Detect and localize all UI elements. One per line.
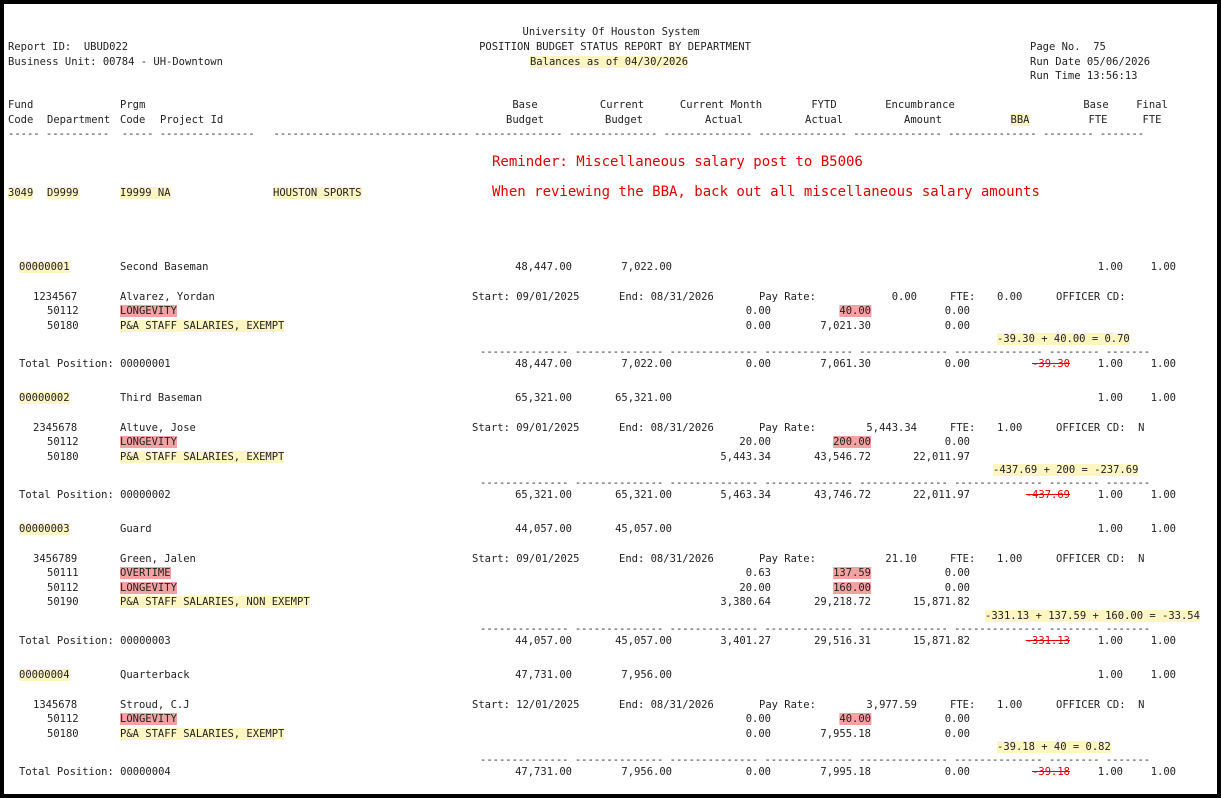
position-title: Second Baseman <box>120 261 209 273</box>
reminder-line-1: Reminder: Miscellaneous salary post to B5006 <box>492 154 863 170</box>
account-description: LONGEVITY <box>120 436 177 448</box>
account-fytd-actual: 7,021.30 <box>820 319 871 332</box>
col-cm-actual-2: Actual <box>705 114 743 126</box>
total-base-budget: 44,057.00 <box>515 634 572 647</box>
position-current-budget: 65,321.00 <box>615 392 672 404</box>
position-base-budget: 48,447.00 <box>515 261 572 273</box>
officer-cd: OFFICER CD: N <box>1056 422 1145 434</box>
employee-name: Alvarez, Yordan <box>120 291 215 303</box>
fte-value: 1.00 <box>997 699 1023 711</box>
position-base-fte: 1.00 <box>1097 523 1123 535</box>
account-encumbrance: 0.00 <box>944 436 970 448</box>
total-final-fte: 1.00 <box>1150 489 1176 501</box>
account-cm-actual: 0.00 <box>745 713 771 725</box>
total-fytd-actual: 7,995.18 <box>820 766 871 778</box>
col-department: Department <box>47 114 111 126</box>
position-number: 00000001 <box>19 261 70 273</box>
total-fytd-actual: 43,746.72 <box>814 489 871 501</box>
employee-end-date: End: 08/31/2026 <box>619 422 714 434</box>
fte-value: 1.00 <box>997 553 1023 565</box>
account-fytd-actual: 40.00 <box>839 713 871 725</box>
total-encumbrance: 22,011.97 <box>913 489 970 501</box>
employee-name: Altuve, Jose <box>120 422 196 434</box>
total-base-fte: 1.00 <box>1097 766 1123 778</box>
employee-start-date: Start: 12/01/2025 <box>472 699 580 711</box>
dept-name: HOUSTON SPORTS <box>273 187 362 199</box>
account-description: P&A STAFF SALARIES, EXEMPT <box>120 319 285 332</box>
total-bba-struck: -39.30 <box>1032 358 1070 370</box>
pay-rate-value: 21.10 <box>885 553 917 565</box>
officer-cd: OFFICER CD: N <box>1056 699 1145 711</box>
employee-end-date: End: 08/31/2026 <box>619 553 714 565</box>
employee-start-date: Start: 09/01/2025 <box>472 553 580 565</box>
account-encumbrance: 0.00 <box>944 713 970 725</box>
account-encumbrance: 15,871.82 <box>913 596 970 608</box>
total-encumbrance: 15,871.82 <box>913 634 970 647</box>
col-final-fte: Final <box>1136 99 1168 111</box>
total-bba-struck: -331.13 <box>1025 634 1070 647</box>
account-description: LONGEVITY <box>120 713 177 725</box>
position-base-budget: 44,057.00 <box>515 523 572 535</box>
total-final-fte: 1.00 <box>1150 358 1176 370</box>
account-cm-actual: 5,443.34 <box>720 450 771 463</box>
total-current-budget: 7,956.00 <box>621 766 672 778</box>
employee-id: 2345678 <box>33 422 78 434</box>
employee-end-date: End: 08/31/2026 <box>619 291 714 303</box>
account-fytd-actual: 200.00 <box>833 436 871 448</box>
employee-name: Green, Jalen <box>120 553 196 565</box>
position-current-budget: 7,956.00 <box>621 669 672 681</box>
account-description: OVERTIME <box>120 567 171 579</box>
account-code: 50180 <box>47 450 79 463</box>
total-bba-struck: -39.18 <box>1032 766 1070 778</box>
position-title: Quarterback <box>120 669 190 681</box>
col-current-budget: Current <box>599 99 645 111</box>
report-title: POSITION BUDGET STATUS REPORT BY DEPARTMENT <box>479 41 751 53</box>
total-bba-struck: -437.69 <box>1025 489 1070 501</box>
account-fytd-actual: 7,955.18 <box>820 727 871 740</box>
pay-rate-label: Pay Rate: <box>759 699 816 711</box>
account-fytd-actual: 160.00 <box>833 581 871 594</box>
account-code: 50180 <box>47 319 79 332</box>
col-base-fte: Base <box>1083 99 1109 111</box>
position-title: Guard <box>120 523 152 535</box>
employee-start-date: Start: 09/01/2025 <box>472 422 580 434</box>
pay-rate-value: 0.00 <box>891 291 917 303</box>
position-number: 00000002 <box>19 392 70 404</box>
total-cm-actual: 5,463.34 <box>720 489 771 501</box>
total-position-label: Total Position: 00000001 <box>19 358 171 370</box>
col-fytd: FYTD <box>811 99 837 111</box>
employee-id: 1345678 <box>33 699 78 711</box>
fte-label: FTE: <box>950 291 976 303</box>
pay-rate-label: Pay Rate: <box>759 553 816 565</box>
position-base-fte: 1.00 <box>1097 392 1123 404</box>
account-code: 50111 <box>47 567 79 579</box>
account-code: 50112 <box>47 581 79 594</box>
total-rule: -------------- -------------- -------------- -------------- -------------- -------------- -------- ------- <box>480 754 1151 766</box>
account-code: 50180 <box>47 727 79 740</box>
fte-label: FTE: <box>950 553 976 565</box>
account-fytd-actual: 29,218.72 <box>814 596 871 608</box>
col-fund: Fund <box>8 99 34 111</box>
position-base-budget: 47,731.00 <box>515 669 572 681</box>
account-cm-actual: 20.00 <box>739 581 771 594</box>
account-encumbrance: 0.00 <box>944 581 970 594</box>
account-cm-actual: 0.00 <box>745 305 771 317</box>
position-final-fte: 1.00 <box>1150 523 1176 535</box>
report-id: Report ID: UBUD022 <box>8 41 129 53</box>
total-base-budget: 47,731.00 <box>515 766 572 778</box>
total-position-label: Total Position: 00000002 <box>19 489 171 501</box>
total-current-budget: 7,022.00 <box>621 358 672 370</box>
col-base-budget-2: Budget <box>506 114 544 126</box>
account-fytd-actual: 43,546.72 <box>814 450 871 463</box>
report-page <box>4 4 1217 794</box>
total-cm-actual: 0.00 <box>745 766 771 778</box>
bba-calculation-note: -39.18 + 40 = 0.82 <box>997 741 1111 753</box>
bba-calculation-note: -39.30 + 40.00 = 0.70 <box>997 333 1130 345</box>
balances-date: Balances as of 04/30/2026 <box>529 56 689 68</box>
org-name: University Of Houston System <box>522 26 700 38</box>
col-encumbrance-2: Amount <box>904 114 942 126</box>
account-fytd-actual: 137.59 <box>833 567 871 579</box>
position-number: 00000003 <box>19 523 70 535</box>
account-code: 50112 <box>47 713 79 725</box>
officer-cd: OFFICER CD: N <box>1056 553 1145 565</box>
col-fund-2: Code <box>8 114 34 126</box>
account-description: LONGEVITY <box>120 305 177 317</box>
account-cm-actual: 3,380.64 <box>720 596 771 608</box>
total-rule: -------------- -------------- -------------- -------------- -------------- -------------- -------- ------- <box>480 477 1151 489</box>
total-current-budget: 45,057.00 <box>615 634 672 647</box>
pay-rate-value: 3,977.59 <box>866 699 917 711</box>
header-rule-left: ----- ---------- ----- --------------- ------------------------------- <box>8 128 470 140</box>
account-description: P&A STAFF SALARIES, EXEMPT <box>120 450 285 463</box>
col-base-budget: Base <box>512 99 538 111</box>
dept-prgm-project: I9999 NA <box>120 187 171 199</box>
total-position-label: Total Position: 00000004 <box>19 766 171 778</box>
employee-id: 3456789 <box>33 553 78 565</box>
account-code: 50112 <box>47 436 79 448</box>
col-fytd-2: Actual <box>805 114 843 126</box>
run-date: Run Date 05/06/2026 <box>1030 56 1151 68</box>
col-encumbrance: Encumbrance <box>885 99 955 111</box>
total-base-fte: 1.00 <box>1097 358 1123 370</box>
officer-cd: OFFICER CD: <box>1056 291 1126 303</box>
business-unit: Business Unit: 00784 - UH-Downtown <box>8 56 223 68</box>
position-number: 00000004 <box>19 669 70 681</box>
position-final-fte: 1.00 <box>1150 669 1176 681</box>
page-number: Page No. 75 <box>1030 41 1106 53</box>
account-encumbrance: 0.00 <box>944 727 970 740</box>
col-project: Project Id <box>160 114 224 126</box>
total-rule: -------------- -------------- -------------- -------------- -------------- -------------- -------- ------- <box>480 622 1151 635</box>
col-prgm-2: Code <box>120 114 146 126</box>
account-encumbrance: 22,011.97 <box>913 450 970 463</box>
account-encumbrance: 0.00 <box>944 319 970 332</box>
fte-label: FTE: <box>950 699 976 711</box>
col-current-budget-2: Budget <box>605 114 643 126</box>
header-rule-right: -------------- -------------- -------------- -------------- -------------- -------------- -------- ------- <box>474 128 1145 140</box>
account-code: 50112 <box>47 305 79 317</box>
total-fytd-actual: 29,516.31 <box>814 634 871 647</box>
col-base-fte-2: FTE <box>1088 114 1108 126</box>
total-cm-actual: 3,401.27 <box>720 634 771 647</box>
total-base-budget: 65,321.00 <box>515 489 572 501</box>
bba-calculation-note: -437.69 + 200 = -237.69 <box>993 464 1139 476</box>
account-encumbrance: 0.00 <box>944 567 970 579</box>
account-cm-actual: 0.00 <box>745 319 771 332</box>
total-cm-actual: 0.00 <box>745 358 771 370</box>
employee-name: Stroud, C.J <box>120 699 190 711</box>
position-base-budget: 65,321.00 <box>515 392 572 404</box>
employee-end-date: End: 08/31/2026 <box>619 699 714 711</box>
total-encumbrance: 0.00 <box>944 358 970 370</box>
position-final-fte: 1.00 <box>1150 392 1176 404</box>
pay-rate-label: Pay Rate: <box>759 291 816 303</box>
account-cm-actual: 20.00 <box>739 436 771 448</box>
position-current-budget: 7,022.00 <box>621 261 672 273</box>
reminder-line-2: When reviewing the BBA, back out all miscellaneous salary amounts <box>492 184 1040 200</box>
col-final-fte-2: FTE <box>1142 114 1162 126</box>
account-code: 50190 <box>47 596 79 608</box>
position-current-budget: 45,057.00 <box>615 523 672 535</box>
dept-code: D9999 <box>47 187 79 199</box>
bba-calculation-note: -331.13 + 137.59 + 160.00 = -33.54 <box>985 609 1200 622</box>
col-bba: BBA <box>1010 114 1030 126</box>
position-base-fte: 1.00 <box>1097 261 1123 273</box>
total-position-label: Total Position: 00000003 <box>19 634 171 647</box>
total-encumbrance: 0.00 <box>944 766 970 778</box>
account-encumbrance: 0.00 <box>944 305 970 317</box>
employee-id: 1234567 <box>33 291 78 303</box>
dept-fund: 3049 <box>8 187 34 199</box>
fte-label: FTE: <box>950 422 976 434</box>
fte-value: 1.00 <box>997 422 1023 434</box>
total-base-fte: 1.00 <box>1097 634 1123 647</box>
position-base-fte: 1.00 <box>1097 669 1123 681</box>
col-cm-actual: Current Month <box>679 99 763 111</box>
total-final-fte: 1.00 <box>1150 634 1176 647</box>
account-description: P&A STAFF SALARIES, NON EXEMPT <box>120 596 310 608</box>
total-base-budget: 48,447.00 <box>515 358 572 370</box>
total-current-budget: 65,321.00 <box>615 489 672 501</box>
account-description: LONGEVITY <box>120 581 177 594</box>
account-cm-actual: 0.63 <box>745 567 771 579</box>
pay-rate-label: Pay Rate: <box>759 422 816 434</box>
pay-rate-value: 5,443.34 <box>866 422 917 434</box>
col-prgm: Prgm <box>120 99 146 111</box>
position-final-fte: 1.00 <box>1150 261 1176 273</box>
run-time: Run Time 13:56:13 <box>1030 70 1138 82</box>
account-cm-actual: 0.00 <box>745 727 771 740</box>
total-base-fte: 1.00 <box>1097 489 1123 501</box>
fte-value: 0.00 <box>997 291 1023 303</box>
total-fytd-actual: 7,061.30 <box>820 358 871 370</box>
account-description: P&A STAFF SALARIES, EXEMPT <box>120 727 285 740</box>
total-rule: -------------- -------------- -------------- -------------- -------------- -------------- -------- ------- <box>480 346 1151 358</box>
account-fytd-actual: 40.00 <box>839 305 871 317</box>
total-final-fte: 1.00 <box>1150 766 1176 778</box>
position-title: Third Baseman <box>120 392 203 404</box>
employee-start-date: Start: 09/01/2025 <box>472 291 580 303</box>
